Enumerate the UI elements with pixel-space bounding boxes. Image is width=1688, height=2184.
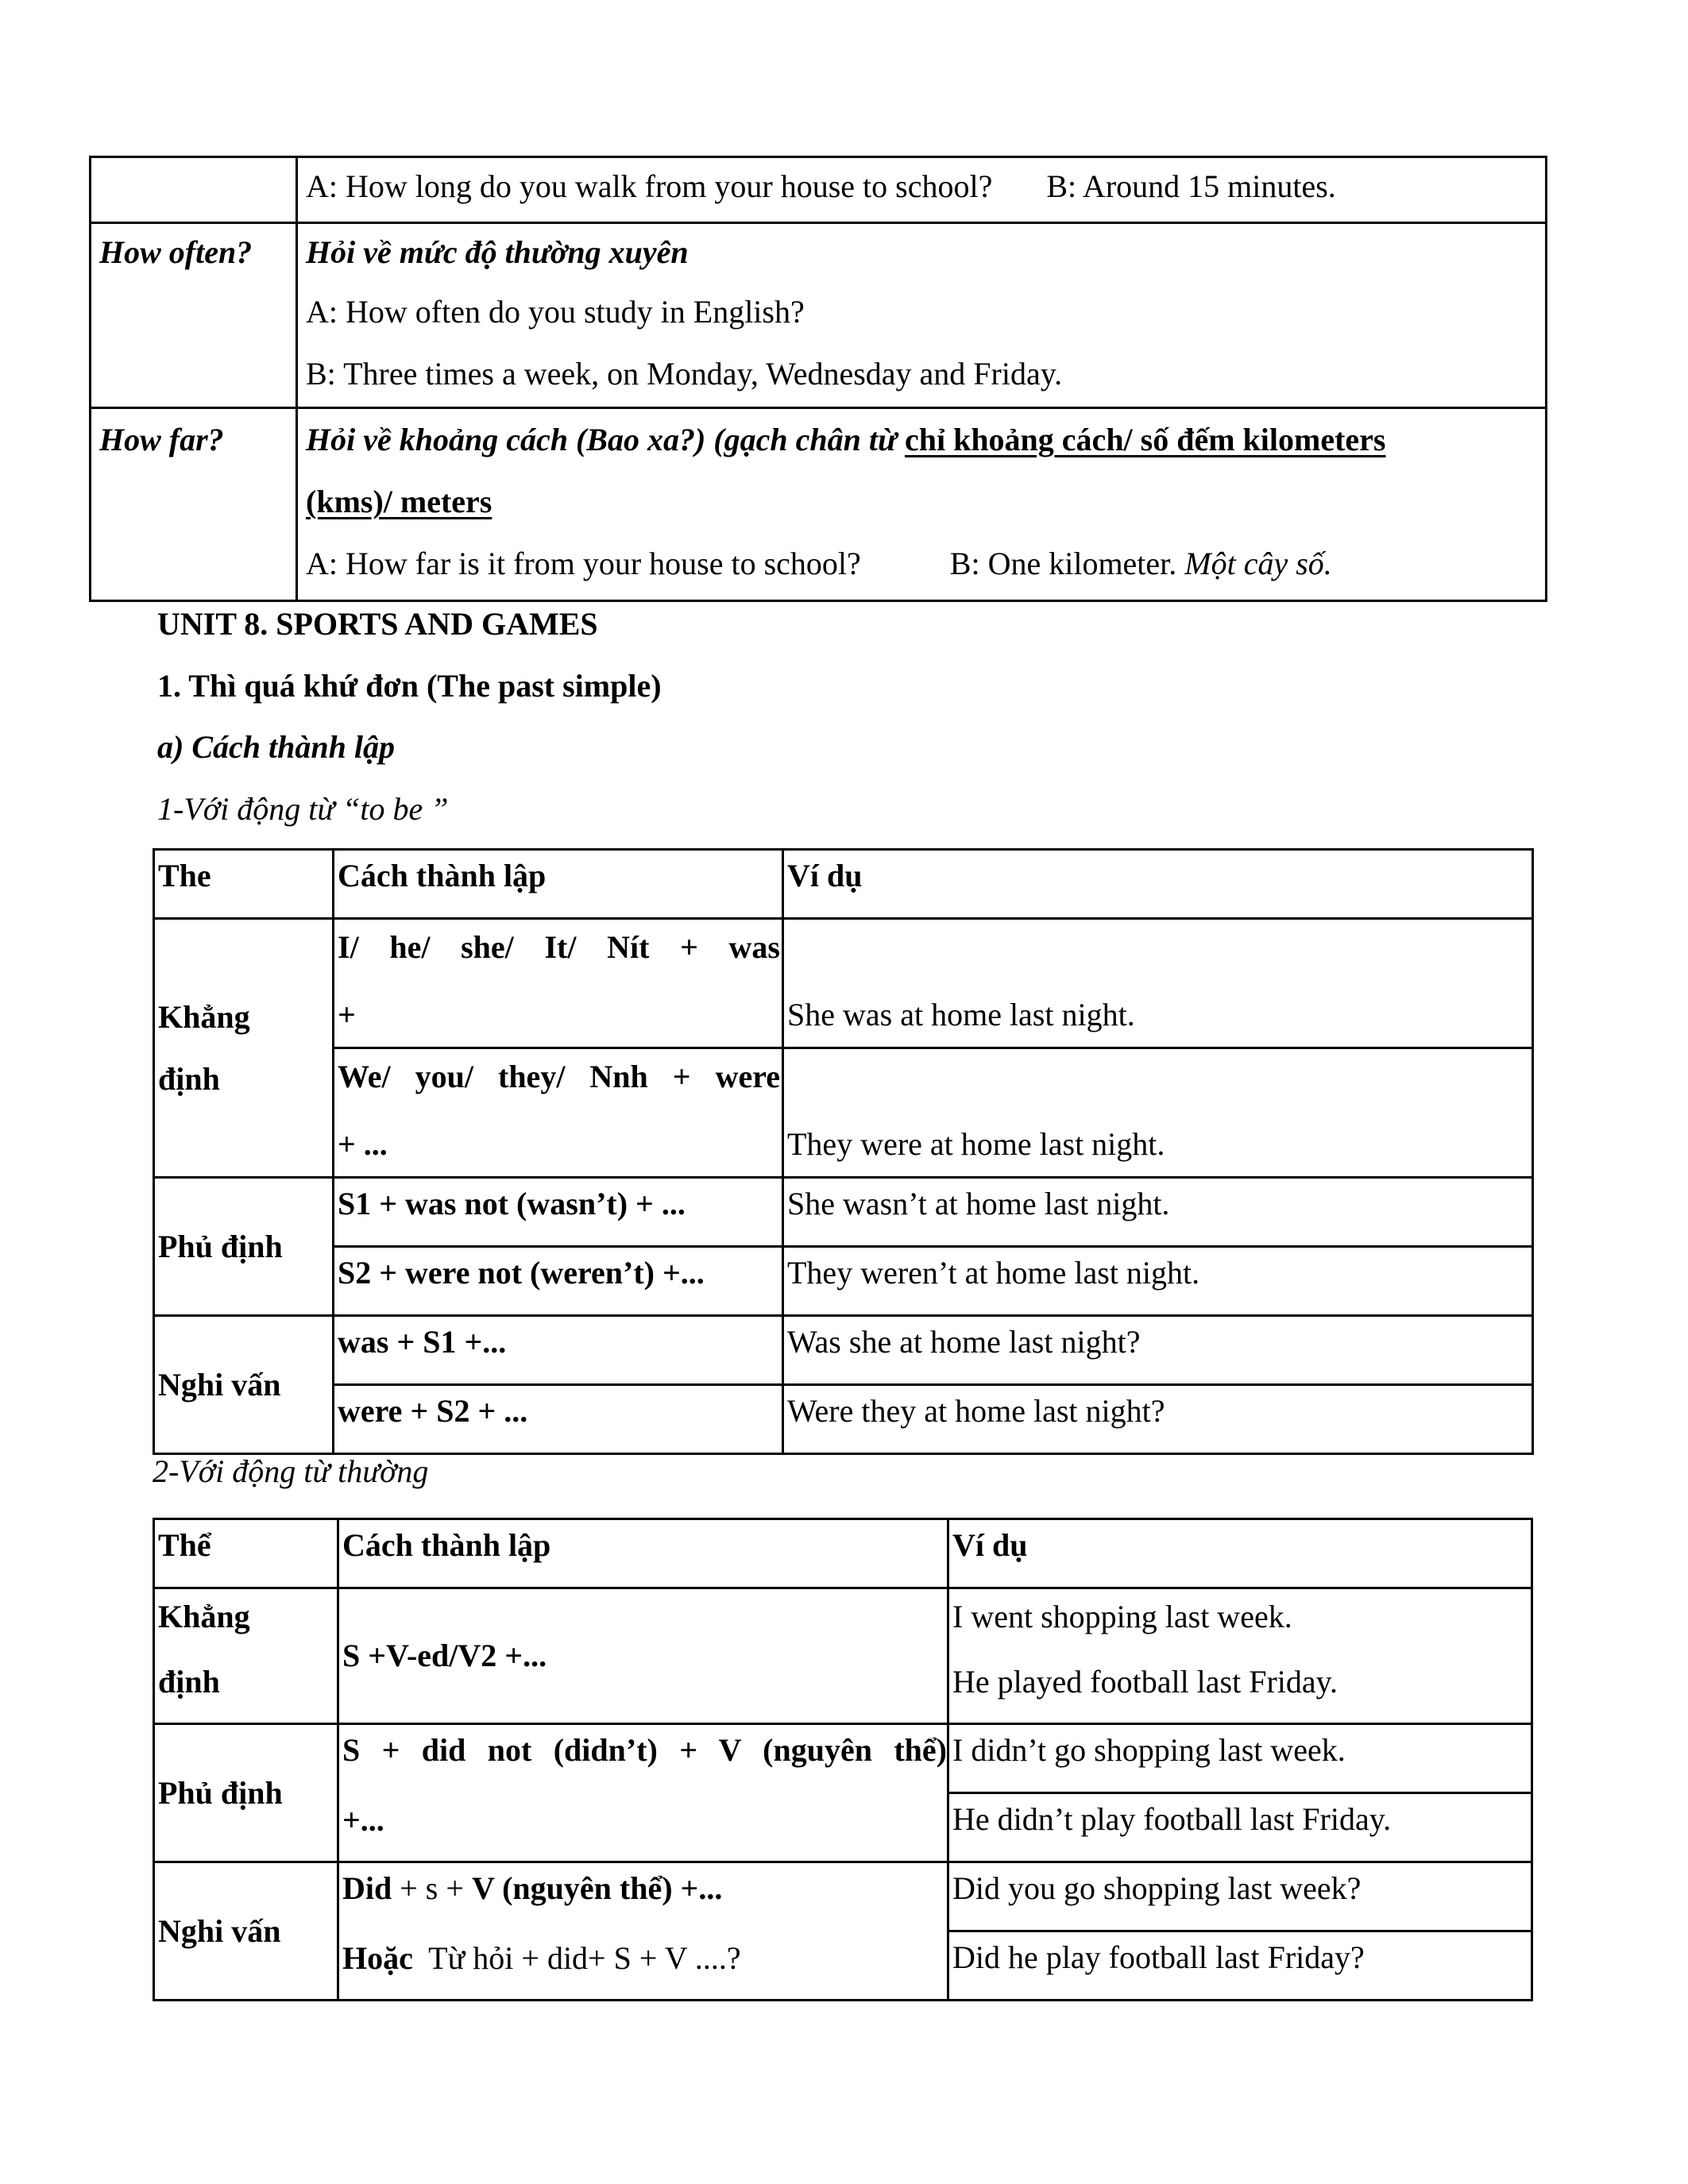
formula-line: + ... [338, 1126, 388, 1162]
table-row [91, 223, 1547, 408]
header-formation: Cách thành lập [342, 1527, 551, 1563]
header-cell [338, 1519, 948, 1588]
subheading-to-be: 1-Với động từ “to be ” [157, 791, 449, 827]
example-cell [783, 1178, 1533, 1247]
example-cell [297, 157, 1547, 223]
formula-wh-question: Từ hỏi + did+ S + V ....? [412, 1940, 741, 1976]
form-label-cell [154, 1316, 334, 1454]
form-label-cell [154, 1588, 338, 1724]
header-cell [154, 1519, 338, 1588]
explanation-title: Hỏi về khoảng cách (Bao xa?) (gạch chân từ [306, 422, 905, 457]
formula-subject: + s + [392, 1870, 472, 1906]
table-row [154, 1588, 1532, 1724]
example-answer: B: Three times a week, on Monday, Wednesday and Friday. [306, 356, 1063, 392]
table-row [154, 919, 1533, 1048]
header-cell [334, 850, 783, 919]
formula-line: We/ you/ they/ Nnh + were [338, 1059, 780, 1094]
example-cell [783, 1385, 1533, 1454]
formula-cell [338, 1588, 948, 1724]
formula-verb: V (nguyên thể) +... [471, 1870, 723, 1906]
table-row [154, 1178, 1533, 1247]
question-word-how-far: How far? [99, 422, 224, 457]
formula-line: S + did not (didn’t) + V (nguyên thể) [342, 1732, 947, 1768]
form-label-cell [154, 1862, 338, 2001]
example-cell [948, 1793, 1532, 1862]
form-label-affirmative-2: định [158, 1060, 220, 1097]
table-row [154, 1316, 1533, 1385]
question-words-table [89, 156, 1547, 602]
example-text: Was she at home last night? [787, 1324, 1141, 1360]
form-label-cell [154, 919, 334, 1178]
question-word-cell [91, 223, 297, 408]
formula-line: + [338, 997, 356, 1032]
formula-cell [338, 1724, 948, 1862]
table-row [154, 1862, 1532, 1931]
table-row [91, 157, 1547, 223]
form-label-interrogative: Nghi vấn [158, 1366, 281, 1403]
table-row [154, 1724, 1532, 1793]
table-row [154, 1048, 1533, 1178]
example-answer: B: One kilometer. [949, 546, 1177, 581]
explanation-title: Hỏi về mức độ thường xuyên [306, 234, 689, 270]
header-formation: Cách thành lập [338, 858, 547, 893]
form-label-affirmative-1: Khẳng [158, 1599, 250, 1634]
formula-cell [334, 1247, 783, 1316]
form-label-negative: Phủ định [158, 1774, 283, 1811]
example-text: I didn’t go shopping last week. [952, 1732, 1346, 1768]
formula-line: S +V-ed/V2 +... [342, 1638, 547, 1673]
to-be-table [153, 848, 1534, 1455]
header-form: Thể [158, 1527, 211, 1563]
question-word-cell [91, 157, 297, 223]
form-label-interrogative: Nghi vấn [158, 1912, 281, 1949]
example-translation: Một cây số. [1184, 546, 1332, 581]
example-text: She was at home last night. [787, 997, 1135, 1032]
form-label-affirmative-1: Khẳng [158, 998, 250, 1035]
example-cell [783, 1247, 1533, 1316]
formula-did: Did [342, 1870, 392, 1906]
example-text: They were at home last night. [787, 1126, 1165, 1162]
example-text: He played football last Friday. [952, 1664, 1338, 1700]
header-cell [948, 1519, 1532, 1588]
table-row [154, 1385, 1533, 1454]
question-word-how-often: How often? [99, 234, 253, 270]
explanation-cell [297, 223, 1547, 408]
subheading-regular-verbs: 2-Với động từ thường [153, 1453, 429, 1489]
formula-or: Hoặc [342, 1940, 413, 1976]
formula-line: were + S2 + ... [338, 1393, 528, 1429]
example-text: Were they at home last night? [787, 1393, 1165, 1429]
example-text: Did he play football last Friday? [952, 1939, 1365, 1975]
header-the: The [158, 858, 211, 893]
section-heading: 1. Thì quá khứ đơn (The past simple) [157, 668, 662, 704]
example-cell [783, 1316, 1533, 1385]
header-example: Ví dụ [952, 1527, 1028, 1563]
formula-line: was + S1 +... [338, 1324, 507, 1360]
explanation-underlined-cont: (kms)/ meters [306, 484, 492, 519]
form-label-affirmative-2: định [158, 1664, 220, 1700]
example-question: A: How far is it from your house to school? [306, 546, 861, 581]
form-label-negative: Phủ định [158, 1228, 283, 1264]
example-cell [783, 1048, 1533, 1178]
formula-line: I/ he/ she/ It/ Nít + was [338, 929, 780, 965]
formula-cell [334, 1316, 783, 1385]
example-cell [948, 1931, 1532, 2001]
example-text: They weren’t at home last night. [787, 1255, 1200, 1291]
form-label-cell [154, 1724, 338, 1862]
regular-verbs-table [153, 1518, 1533, 2001]
formula-line: +... [342, 1802, 384, 1838]
subsection-heading: a) Cách thành lập [157, 729, 395, 765]
example-cell [948, 1862, 1532, 1931]
example-text: Did you go shopping last week? [952, 1870, 1362, 1906]
question-word-cell [91, 408, 297, 601]
example-text: She wasn’t at home last night. [787, 1186, 1170, 1221]
example-text: I went shopping last week. [952, 1599, 1292, 1634]
header-example: Ví dụ [787, 858, 863, 893]
table-row [91, 408, 1547, 601]
explanation-cell [297, 408, 1547, 601]
header-cell [783, 850, 1533, 919]
example-answer: B: Around 15 minutes. [1046, 168, 1336, 204]
table-header-row [154, 1519, 1532, 1588]
header-cell [154, 850, 334, 919]
example-cell [948, 1588, 1532, 1724]
example-text: He didn’t play football last Friday. [952, 1801, 1392, 1837]
formula-cell [334, 1178, 783, 1247]
table-header-row [154, 850, 1533, 919]
example-question: A: How long do you walk from your house to school? [306, 168, 993, 204]
formula-line: S2 + were not (weren’t) +... [338, 1255, 705, 1291]
formula-cell [334, 1385, 783, 1454]
formula-cell [334, 1048, 783, 1178]
unit-heading: UNIT 8. SPORTS AND GAMES [157, 606, 598, 642]
example-cell [783, 919, 1533, 1048]
example-cell [948, 1724, 1532, 1793]
example-question: A: How often do you study in English? [306, 294, 805, 330]
formula-line: S1 + was not (wasn’t) + ... [338, 1186, 686, 1221]
formula-cell [338, 1862, 948, 2001]
form-label-cell [154, 1178, 334, 1316]
formula-cell [334, 919, 783, 1048]
explanation-underlined: chỉ khoảng cách/ số đếm kilometers [904, 422, 1386, 457]
table-row [154, 1247, 1533, 1316]
